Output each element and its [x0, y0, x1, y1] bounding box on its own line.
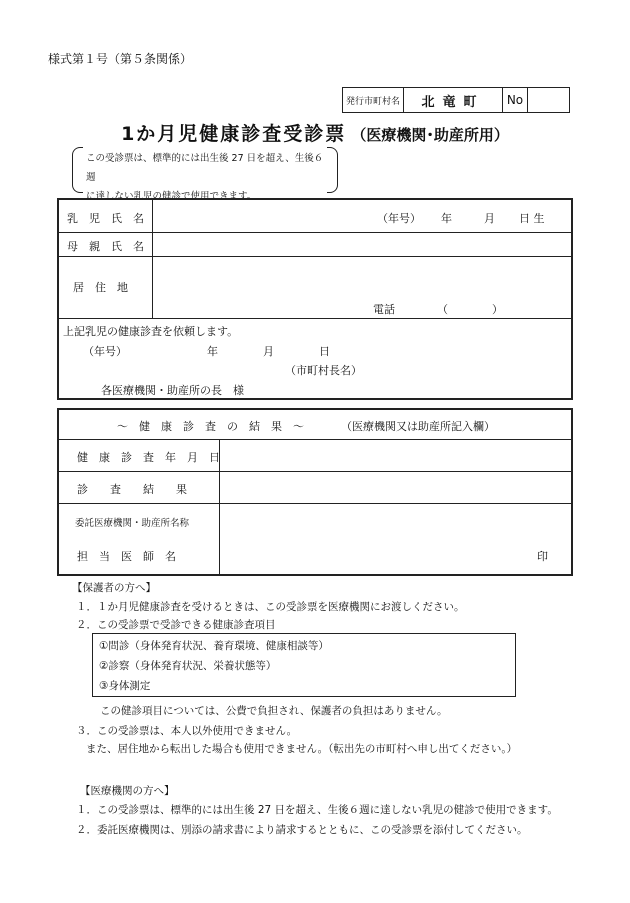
guardian-item-1: １．１か月児健康診査を受けるときは、この受診票を医療機関にお渡しください。 [76, 601, 465, 613]
exam-date-label: 健 康 診 査 年 月 日 [77, 451, 220, 464]
infant-info-table [57, 198, 573, 400]
address-row [59, 257, 571, 319]
issuer-label: 発行市町村名 [343, 88, 404, 112]
guardian-item-3b: また、居住地から転出した場合も使用できません。（転出先の市町村へ申し出てください。） [86, 743, 518, 755]
exam-items-box [92, 633, 516, 697]
result-header-row [59, 410, 571, 440]
result-header-note: （医療機関又は助産所記入欄） [341, 420, 495, 433]
request-era: （年号） [83, 345, 127, 358]
request-text: 上記乳児の健康診査を依頼します。 [63, 325, 239, 338]
doctor-label: 担 当 医 師 名 [77, 550, 176, 563]
form-number: 様式第１号（第５条関係） [48, 52, 193, 66]
request-year: 年 [207, 345, 218, 358]
guardian-item-3: ３．この受診票は、本人以外使用できません。 [76, 725, 298, 737]
guardian-heading: 【保護者の方へ】 [72, 582, 156, 594]
mother-name-row [59, 233, 571, 257]
infant-name-row [59, 200, 571, 233]
mayor-label: （市町村長名） [285, 364, 362, 377]
infant-name-label: 乳 児 氏 名 [67, 212, 144, 225]
eligibility-note [72, 147, 338, 202]
birth-day: 日 生 [519, 212, 545, 225]
note-line-2: に達しない乳児の健診で使用できます。 [86, 191, 257, 202]
title-sub: （医療機関･助産所用） [351, 126, 509, 144]
note-line-1: この受診票は、標準的には出生後 27 日を超え、生後６週 [86, 153, 324, 183]
phone-parens: （ ） [437, 303, 503, 316]
mother-name-label: 母 親 氏 名 [67, 240, 144, 253]
birth-era: （年号） [377, 212, 421, 225]
title-main: 1か月児健康診査受診票 [121, 123, 347, 145]
medical-item-2: ２．委託医療機関は、別添の請求書により請求するとともに、この受診票を添付してください。 [76, 824, 528, 836]
exam-date-row [59, 440, 571, 472]
exam-item-1: ①問診（身体発育状況、養育環境、健康相談等） [99, 640, 329, 652]
request-day: 日 [319, 345, 330, 358]
exam-result-table [57, 408, 573, 576]
address-label: 居 住 地 [73, 281, 128, 294]
phone-label: 電話 [373, 303, 395, 316]
issuer-town: 北竜町 [404, 88, 503, 112]
birth-month: 月 [484, 212, 495, 225]
exam-result-row [59, 472, 571, 504]
cost-note: この健診項目については、公費で負担され、保護者の負担はありません。 [100, 705, 448, 717]
exam-item-2: ②診察（身体発育状況、栄養状態等） [99, 660, 277, 672]
result-header: ～ 健 康 診 査 の 結 果 ～ [117, 420, 304, 433]
number-label: No [503, 88, 528, 112]
request-month: 月 [263, 345, 274, 358]
medical-heading: 【医療機関の方へ】 [80, 785, 175, 797]
addressee: 各医療機関・助産所の長 様 [101, 384, 244, 397]
exam-item-3: ③身体測定 [99, 680, 151, 692]
institution-label: 委託医療機関・助産所名称 [75, 518, 190, 529]
issuer-box [342, 87, 570, 113]
number-field[interactable] [528, 88, 569, 112]
guardian-item-2: ２．この受診票で受診できる健康診査項目 [76, 619, 276, 631]
seal-mark: 印 [537, 550, 548, 563]
form-title [0, 119, 630, 146]
medical-item-1: １．この受診票は、標準的には出生後 27 日を超え、生後６週に達しない乳児の健診で使用できます。 [76, 804, 558, 816]
birth-year: 年 [441, 212, 452, 225]
exam-result-label: 診 査 結 果 [77, 483, 187, 496]
